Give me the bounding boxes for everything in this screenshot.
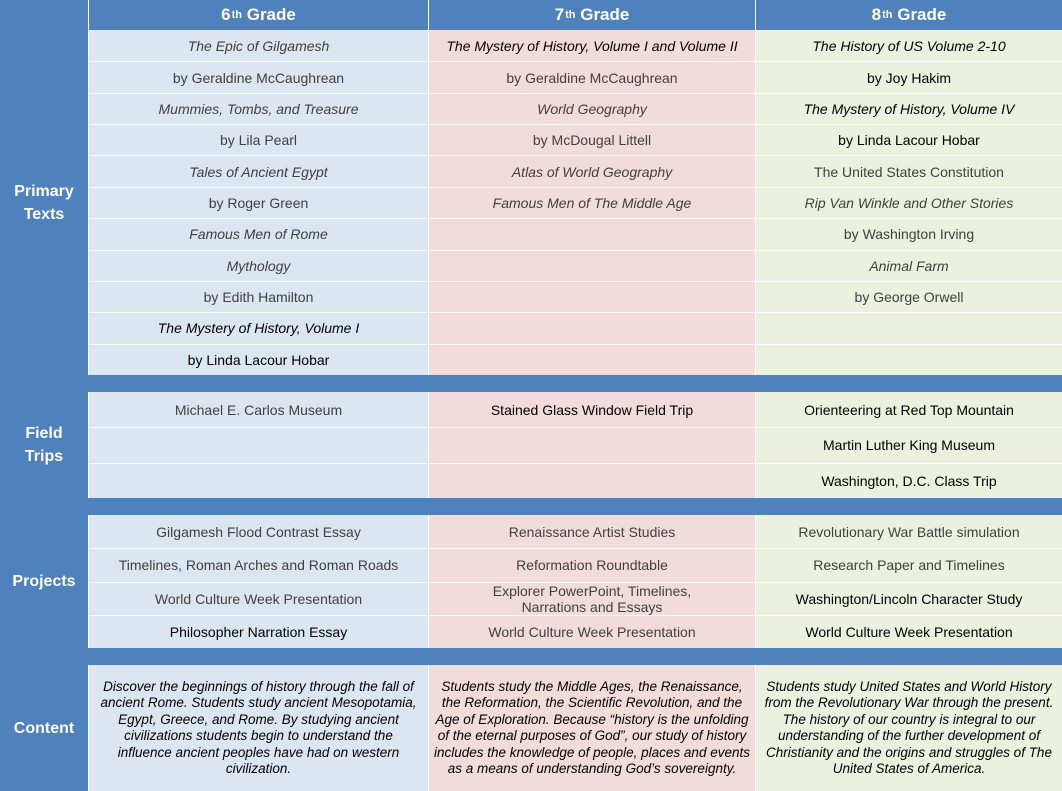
table-cell: Orienteering at Red Top Mountain: [804, 401, 1014, 418]
grade-8-label: Grade: [892, 5, 947, 24]
table-cell: [89, 427, 428, 462]
content-grade-7: [429, 665, 755, 791]
projects-grade-8: [756, 515, 1062, 648]
table-cell: by Washington Irving: [756, 218, 1062, 249]
table-cell: by Joy Hakim: [756, 61, 1062, 92]
table-cell: by Linda Lacour Hobar: [89, 344, 428, 375]
content-text-grade-7: Students study the Middle Ages, the Renaissance, the Reformation, the Scientific Revolution, and the Age of Exploration. Because “history is the unfolding of the eternal purposes of God”, our study of history includes the knowledge of people, places and events as a means of understanding God’s sovereignty.: [434, 678, 750, 776]
row-label-projects: Projects: [0, 515, 88, 648]
content-grade-8: [756, 665, 1062, 791]
table-cell: World Culture Week Presentation: [89, 582, 428, 615]
content-text-grade-6: Discover the beginnings of history through the fall of ancient Rome. Students study ancient Mesopotamia, Egypt, Greece, and Rome. By studying ancient civilizations students begin to understand the influence ancient peoples have had on western civilization.: [100, 678, 417, 776]
table-cell: Washington, D.C. Class Trip: [756, 463, 1062, 498]
field-trips-grade-7: [429, 392, 755, 498]
table-cell: Revolutionary War Battle simulation: [798, 523, 1020, 540]
table-cell: by McDougal Littell: [429, 124, 755, 155]
table-cell: World Geography: [429, 93, 755, 124]
table-cell: Animal Farm: [756, 250, 1062, 281]
table-cell: [89, 463, 428, 498]
grade-7-label: Grade: [575, 5, 630, 24]
header-corner: [0, 0, 88, 30]
grade-6-label: Grade: [242, 5, 296, 24]
table-cell: Research Paper and Timelines: [756, 548, 1062, 581]
table-cell: The United States Constitution: [756, 155, 1062, 186]
table-cell: Reformation Roundtable: [429, 548, 755, 581]
table-cell: by George Orwell: [756, 281, 1062, 312]
section-divider: [0, 498, 1062, 515]
field-trips-grade-8: [756, 392, 1062, 498]
header-grade-6: [89, 0, 428, 30]
field-trips-grade-6: [89, 392, 428, 498]
primary-texts-grade-6: [89, 30, 428, 375]
primary-texts-grade-7: [429, 30, 755, 375]
table-cell: Famous Men of The Middle Age: [429, 187, 755, 218]
table-cell: [756, 312, 1062, 343]
table-cell: Martin Luther King Museum: [756, 427, 1062, 462]
table-cell: World Culture Week Presentation: [756, 615, 1062, 648]
table-cell: The Mystery of History, Volume IV: [756, 93, 1062, 124]
row-label-primary-texts: Primary Texts: [0, 30, 88, 375]
table-cell: by Geraldine McCaughrean: [89, 61, 428, 92]
table-cell: by Edith Hamilton: [89, 281, 428, 312]
section-divider: [0, 375, 1062, 392]
table-cell: [429, 218, 755, 249]
table-cell: Washington/Lincoln Character Study: [756, 582, 1062, 615]
content-grade-6: [89, 665, 428, 791]
table-cell: by Roger Green: [89, 187, 428, 218]
table-cell: Mythology: [89, 250, 428, 281]
table-cell: by Lila Pearl: [89, 124, 428, 155]
grade-8-number: 8: [871, 5, 882, 24]
table-cell: [429, 250, 755, 281]
grade-8-suffix: th: [882, 9, 893, 21]
table-cell: The History of US Volume 2-10: [812, 37, 1006, 54]
table-cell: Atlas of World Geography: [429, 155, 755, 186]
table-cell: by Geraldine McCaughrean: [429, 61, 755, 92]
content-text-grade-8: Students study United States and World History from the Revolutionary War through the present. The history of our country is integral to our understanding of the further development of Christianity and the origins and struggles of The United States of America.: [764, 678, 1054, 776]
grade-7-number: 7: [554, 5, 565, 24]
table-cell: Renaissance Artist Studies: [508, 523, 676, 540]
table-cell: Rip Van Winkle and Other Stories: [756, 187, 1062, 218]
table-cell: The Mystery of History, Volume I and Volume II: [446, 37, 738, 54]
grade-6-number: 6: [221, 5, 231, 24]
header-grade-7: [429, 0, 755, 30]
table-cell: [429, 312, 755, 343]
grade-6-suffix: th: [231, 9, 242, 21]
table-cell: Tales of Ancient Egypt: [89, 155, 428, 186]
table-cell: [429, 463, 755, 498]
table-cell: Timelines, Roman Arches and Roman Roads: [89, 548, 428, 581]
header-grade-8: [756, 0, 1062, 30]
table-cell: The Mystery of History, Volume I: [89, 312, 428, 343]
grade-7-suffix: th: [565, 9, 576, 21]
table-cell: Gilgamesh Flood Contrast Essay: [156, 523, 361, 540]
table-cell: Mummies, Tombs, and Treasure: [89, 93, 428, 124]
table-cell: Famous Men of Rome: [89, 218, 428, 249]
section-divider: [0, 648, 1062, 665]
table-cell: [429, 427, 755, 462]
table-cell: Explorer PowerPoint, Timelines, Narrations and Essays: [429, 582, 755, 615]
projects-grade-7: [429, 515, 755, 648]
table-cell: World Culture Week Presentation: [429, 615, 755, 648]
primary-texts-grade-8: [756, 30, 1062, 375]
table-cell: Stained Glass Window Field Trip: [490, 401, 694, 418]
row-label-field-trips: Field Trips: [0, 392, 88, 498]
table-cell: Philosopher Narration Essay: [89, 615, 428, 648]
row-label-content: Content: [0, 665, 88, 791]
table-cell: [429, 344, 755, 375]
table-cell: [429, 281, 755, 312]
table-cell: The Epic of Gilgamesh: [187, 37, 330, 54]
table-cell: Michael E. Carlos Museum: [174, 401, 343, 418]
projects-grade-6: [89, 515, 428, 648]
table-cell: [756, 344, 1062, 375]
table-cell: by Linda Lacour Hobar: [756, 124, 1062, 155]
